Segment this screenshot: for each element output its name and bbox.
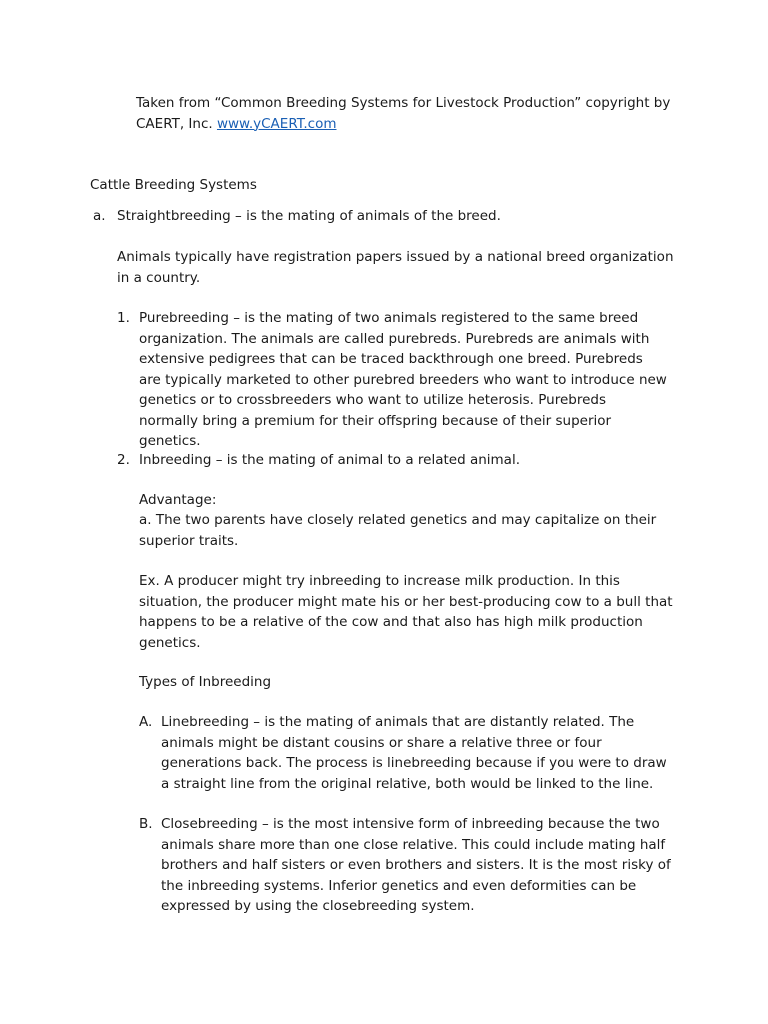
list-item-closebreeding [139, 814, 679, 917]
list-marker: B. [139, 816, 153, 832]
section-title: Cattle Breeding Systems [90, 177, 257, 193]
list-marker: 1. [117, 310, 130, 326]
list-marker: A. [139, 714, 153, 730]
list-marker: a. [93, 208, 106, 224]
advantage-label: Advantage: [139, 492, 217, 508]
registration-note: Animals typically have registration papers issued by a national breed organization in a country. [117, 249, 674, 286]
list-item-linebreeding [139, 712, 679, 794]
inbreeding-example: Ex. A producer might try inbreeding to increase milk production. In this situation, the producer might mate his or her best-producing cow to a bull that happens to be a relative of the cow and that also has high milk production genetics. [139, 573, 673, 651]
straightbreeding-text: Straightbreeding – is the mating of animals of the breed. [117, 208, 501, 224]
linebreeding-text: Linebreeding – is the mating of animals that are distantly related. The animals might be distant cousins or share a relative three or four generations back. The process is linebreeding because if you were to draw a straight line from the original relative, both would be linked to the line. [161, 714, 667, 792]
credit-text: Taken from “Common Breeding Systems for Livestock Production” copyright by CAERT, Inc. [136, 95, 671, 132]
types-of-inbreeding-label: Types of Inbreeding [139, 674, 272, 690]
list-marker: 2. [117, 452, 130, 468]
source-credit [136, 93, 696, 134]
list-item-purebreeding [117, 308, 667, 452]
list-item-straightbreeding [93, 206, 693, 227]
inbreeding-text: Inbreeding – is the mating of animal to a related animal. [139, 452, 520, 468]
list-item-inbreeding [117, 450, 667, 471]
purebreeding-text: Purebreeding – is the mating of two animals registered to the same breed organization. The animals are called purebreds. Purebreds are animals with extensive pedigrees that can be traced backthrough one breed. Purebreds are typically marketed to other purebred breeders who want to introduce new genetics or to crossbreeders who want to utilize heterosis. Purebreds normally bring a premium for their offspring because of their superior genetics. [139, 310, 667, 449]
advantage-text: a. The two parents have closely related genetics and may capitalize on their superior traits. [139, 512, 657, 549]
caert-link[interactable]: www.yCAERT.com [216, 115, 337, 132]
closebreeding-text: Closebreeding – is the most intensive form of inbreeding because the two animals share more than one close relative. This could include mating half brothers and half sisters or even brothers and sisters. It is the most risky of the inbreeding systems. Inferior genetics and even deformities can be expressed by using the closebreeding system. [161, 816, 671, 914]
